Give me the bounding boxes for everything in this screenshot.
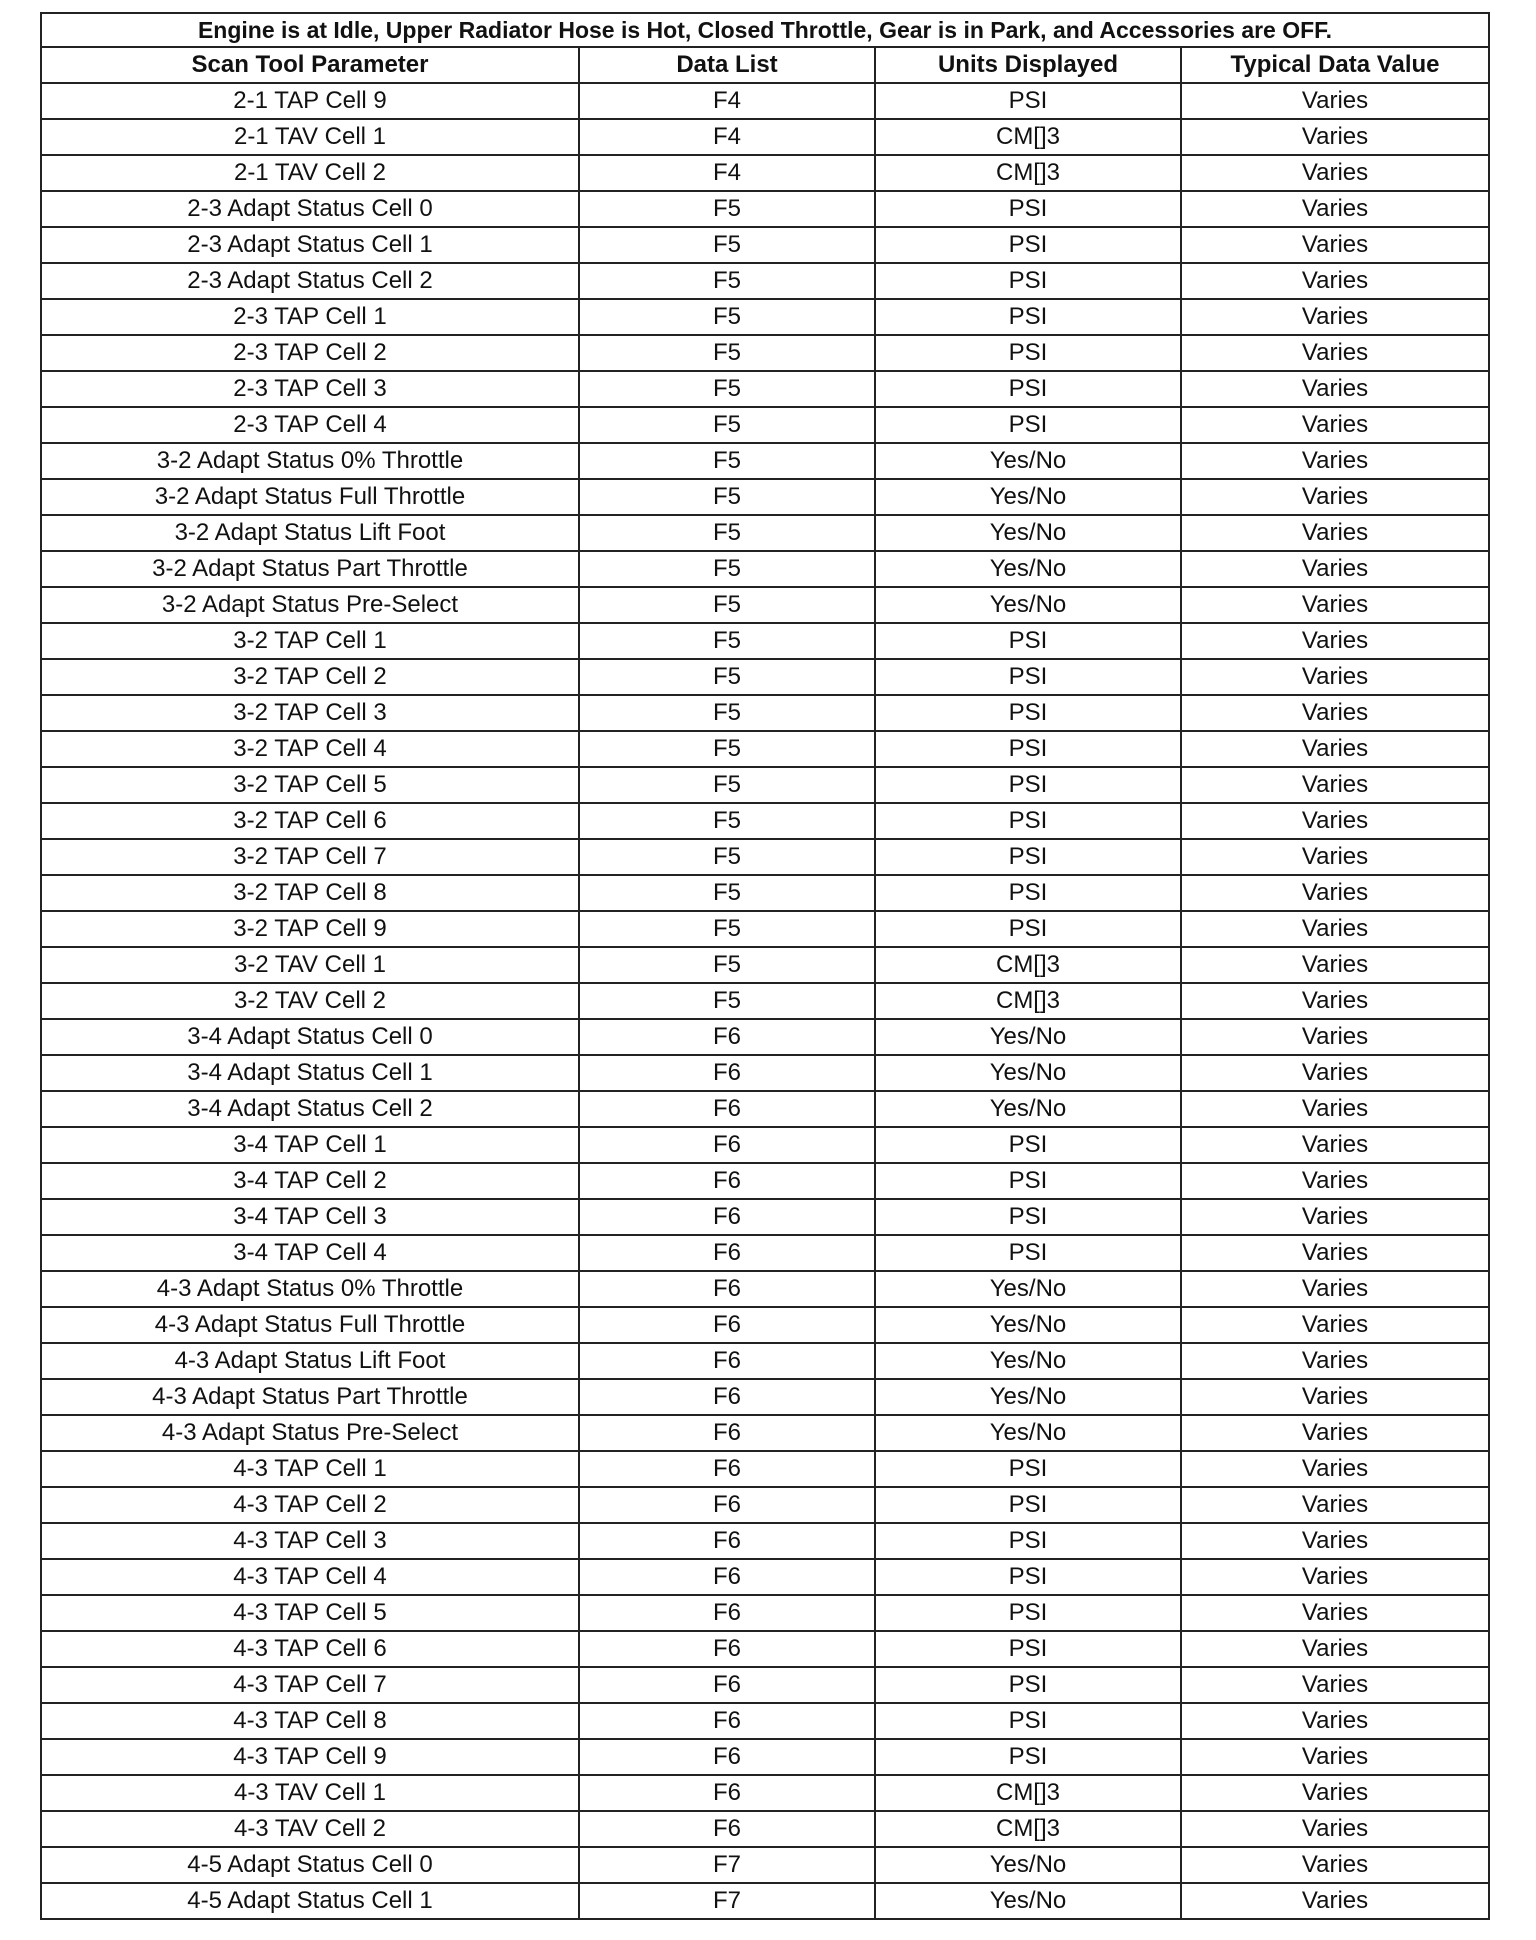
column-header-parameter: Scan Tool Parameter xyxy=(41,47,579,83)
table-row xyxy=(41,1487,1489,1523)
table-row xyxy=(41,1055,1489,1091)
data-list-cell: F4 xyxy=(579,119,875,155)
data-list-cell: F4 xyxy=(579,83,875,119)
parameter-cell: 2-3 TAP Cell 4 xyxy=(41,407,579,443)
typical-value-cell: Varies xyxy=(1181,1379,1489,1415)
typical-value-cell: Varies xyxy=(1181,947,1489,983)
column-header-row xyxy=(41,47,1489,83)
table-row xyxy=(41,1343,1489,1379)
table-row xyxy=(41,335,1489,371)
typical-value-cell: Varies xyxy=(1181,695,1489,731)
typical-value-cell: Varies xyxy=(1181,1667,1489,1703)
parameter-cell: 3-2 TAP Cell 1 xyxy=(41,623,579,659)
parameter-cell: 3-2 TAP Cell 4 xyxy=(41,731,579,767)
parameter-cell: 3-2 TAP Cell 5 xyxy=(41,767,579,803)
typical-value-cell: Varies xyxy=(1181,1847,1489,1883)
data-list-cell: F6 xyxy=(579,1415,875,1451)
data-list-cell: F6 xyxy=(579,1343,875,1379)
parameter-cell: 4-5 Adapt Status Cell 0 xyxy=(41,1847,579,1883)
units-cell: PSI xyxy=(875,1199,1181,1235)
parameter-cell: 2-1 TAV Cell 1 xyxy=(41,119,579,155)
data-list-cell: F5 xyxy=(579,191,875,227)
table-row xyxy=(41,515,1489,551)
typical-value-cell: Varies xyxy=(1181,875,1489,911)
data-list-cell: F6 xyxy=(579,1199,875,1235)
typical-value-cell: Varies xyxy=(1181,587,1489,623)
units-cell: Yes/No xyxy=(875,587,1181,623)
table-row xyxy=(41,1019,1489,1055)
parameter-cell: 3-4 Adapt Status Cell 2 xyxy=(41,1091,579,1127)
data-list-cell: F5 xyxy=(579,695,875,731)
units-cell: PSI xyxy=(875,839,1181,875)
table-row xyxy=(41,551,1489,587)
typical-value-cell: Varies xyxy=(1181,83,1489,119)
table-row xyxy=(41,1415,1489,1451)
parameter-cell: 3-2 Adapt Status 0% Throttle xyxy=(41,443,579,479)
units-cell: Yes/No xyxy=(875,1883,1181,1919)
parameter-cell: 4-3 Adapt Status Full Throttle xyxy=(41,1307,579,1343)
parameter-cell: 3-2 TAP Cell 6 xyxy=(41,803,579,839)
units-cell: PSI xyxy=(875,191,1181,227)
test-condition-heading: Engine is at Idle, Upper Radiator Hose is Hot, Closed Throttle, Gear is in Park, and Accessories are OFF. xyxy=(41,13,1489,47)
units-cell: PSI xyxy=(875,1523,1181,1559)
typical-value-cell: Varies xyxy=(1181,551,1489,587)
data-list-cell: F5 xyxy=(579,659,875,695)
condition-row xyxy=(41,13,1489,47)
data-list-cell: F5 xyxy=(579,335,875,371)
table-row xyxy=(41,983,1489,1019)
data-list-cell: F5 xyxy=(579,299,875,335)
parameter-cell: 3-2 TAV Cell 1 xyxy=(41,947,579,983)
units-cell: PSI xyxy=(875,335,1181,371)
table-row xyxy=(41,1595,1489,1631)
data-list-cell: F5 xyxy=(579,227,875,263)
table-body xyxy=(41,83,1489,1919)
typical-value-cell: Varies xyxy=(1181,299,1489,335)
table-row xyxy=(41,1847,1489,1883)
data-list-cell: F5 xyxy=(579,875,875,911)
units-cell: PSI xyxy=(875,1595,1181,1631)
units-cell: PSI xyxy=(875,1703,1181,1739)
parameter-cell: 3-2 TAP Cell 9 xyxy=(41,911,579,947)
typical-value-cell: Varies xyxy=(1181,1883,1489,1919)
data-list-cell: F6 xyxy=(579,1235,875,1271)
typical-value-cell: Varies xyxy=(1181,1343,1489,1379)
data-list-cell: F5 xyxy=(579,767,875,803)
units-cell: PSI xyxy=(875,659,1181,695)
data-list-cell: F6 xyxy=(579,1271,875,1307)
typical-value-cell: Varies xyxy=(1181,839,1489,875)
table-row xyxy=(41,1127,1489,1163)
table-row xyxy=(41,1559,1489,1595)
data-list-cell: F4 xyxy=(579,155,875,191)
data-list-cell: F5 xyxy=(579,479,875,515)
table-row xyxy=(41,155,1489,191)
parameter-cell: 2-3 Adapt Status Cell 0 xyxy=(41,191,579,227)
data-list-cell: F6 xyxy=(579,1739,875,1775)
table-row xyxy=(41,263,1489,299)
units-cell: PSI xyxy=(875,1667,1181,1703)
parameter-cell: 2-3 TAP Cell 2 xyxy=(41,335,579,371)
data-list-cell: F5 xyxy=(579,443,875,479)
units-cell: Yes/No xyxy=(875,1415,1181,1451)
data-list-cell: F5 xyxy=(579,371,875,407)
parameter-cell: 4-3 Adapt Status Part Throttle xyxy=(41,1379,579,1415)
units-cell: CM[]3 xyxy=(875,947,1181,983)
table-row xyxy=(41,839,1489,875)
units-cell: Yes/No xyxy=(875,443,1181,479)
data-list-cell: F6 xyxy=(579,1127,875,1163)
typical-value-cell: Varies xyxy=(1181,1271,1489,1307)
parameter-cell: 4-3 TAP Cell 6 xyxy=(41,1631,579,1667)
data-list-cell: F6 xyxy=(579,1631,875,1667)
typical-value-cell: Varies xyxy=(1181,1055,1489,1091)
units-cell: PSI xyxy=(875,911,1181,947)
table-row xyxy=(41,1451,1489,1487)
typical-value-cell: Varies xyxy=(1181,1307,1489,1343)
units-cell: Yes/No xyxy=(875,1019,1181,1055)
units-cell: PSI xyxy=(875,1451,1181,1487)
parameter-cell: 3-4 Adapt Status Cell 0 xyxy=(41,1019,579,1055)
table-row xyxy=(41,659,1489,695)
units-cell: PSI xyxy=(875,1631,1181,1667)
table-row xyxy=(41,803,1489,839)
units-cell: PSI xyxy=(875,875,1181,911)
units-cell: PSI xyxy=(875,1559,1181,1595)
typical-value-cell: Varies xyxy=(1181,1595,1489,1631)
typical-value-cell: Varies xyxy=(1181,1631,1489,1667)
parameter-cell: 2-1 TAP Cell 9 xyxy=(41,83,579,119)
data-list-cell: F5 xyxy=(579,803,875,839)
units-cell: Yes/No xyxy=(875,1343,1181,1379)
scan-tool-data-sheet xyxy=(40,12,1488,1920)
table-row xyxy=(41,695,1489,731)
parameter-cell: 2-3 Adapt Status Cell 1 xyxy=(41,227,579,263)
parameter-cell: 3-2 Adapt Status Pre-Select xyxy=(41,587,579,623)
units-cell: PSI xyxy=(875,1487,1181,1523)
table-row xyxy=(41,1379,1489,1415)
parameter-cell: 3-2 TAP Cell 3 xyxy=(41,695,579,731)
table-row xyxy=(41,1523,1489,1559)
table-row xyxy=(41,1163,1489,1199)
table-row xyxy=(41,1631,1489,1667)
units-cell: CM[]3 xyxy=(875,119,1181,155)
parameter-cell: 4-5 Adapt Status Cell 1 xyxy=(41,1883,579,1919)
parameter-cell: 3-4 TAP Cell 1 xyxy=(41,1127,579,1163)
typical-value-cell: Varies xyxy=(1181,191,1489,227)
parameter-cell: 4-3 Adapt Status Lift Foot xyxy=(41,1343,579,1379)
parameter-cell: 4-3 TAV Cell 2 xyxy=(41,1811,579,1847)
typical-value-cell: Varies xyxy=(1181,443,1489,479)
units-cell: CM[]3 xyxy=(875,1775,1181,1811)
data-list-cell: F7 xyxy=(579,1883,875,1919)
typical-value-cell: Varies xyxy=(1181,371,1489,407)
table-row xyxy=(41,407,1489,443)
typical-value-cell: Varies xyxy=(1181,515,1489,551)
typical-value-cell: Varies xyxy=(1181,1127,1489,1163)
table-row xyxy=(41,1199,1489,1235)
data-list-cell: F6 xyxy=(579,1451,875,1487)
column-header-units: Units Displayed xyxy=(875,47,1181,83)
table-row xyxy=(41,623,1489,659)
data-list-cell: F6 xyxy=(579,1163,875,1199)
parameter-cell: 2-3 TAP Cell 3 xyxy=(41,371,579,407)
units-cell: PSI xyxy=(875,623,1181,659)
typical-value-cell: Varies xyxy=(1181,731,1489,767)
parameter-cell: 3-2 Adapt Status Full Throttle xyxy=(41,479,579,515)
units-cell: PSI xyxy=(875,1163,1181,1199)
column-header-data-list: Data List xyxy=(579,47,875,83)
units-cell: PSI xyxy=(875,83,1181,119)
parameter-cell: 4-3 TAP Cell 9 xyxy=(41,1739,579,1775)
data-list-cell: F5 xyxy=(579,623,875,659)
typical-value-cell: Varies xyxy=(1181,479,1489,515)
typical-value-cell: Varies xyxy=(1181,119,1489,155)
table-row xyxy=(41,119,1489,155)
parameter-cell: 4-3 TAP Cell 5 xyxy=(41,1595,579,1631)
data-list-cell: F6 xyxy=(579,1523,875,1559)
table-row xyxy=(41,1271,1489,1307)
table-row xyxy=(41,1703,1489,1739)
parameter-cell: 3-4 TAP Cell 3 xyxy=(41,1199,579,1235)
parameter-cell: 4-3 Adapt Status 0% Throttle xyxy=(41,1271,579,1307)
typical-value-cell: Varies xyxy=(1181,1199,1489,1235)
data-list-cell: F5 xyxy=(579,407,875,443)
data-list-cell: F6 xyxy=(579,1487,875,1523)
units-cell: PSI xyxy=(875,803,1181,839)
units-cell: Yes/No xyxy=(875,551,1181,587)
parameter-cell: 4-3 TAV Cell 1 xyxy=(41,1775,579,1811)
typical-value-cell: Varies xyxy=(1181,1523,1489,1559)
data-list-cell: F6 xyxy=(579,1703,875,1739)
scan-tool-data-table xyxy=(40,12,1490,1920)
table-row xyxy=(41,1667,1489,1703)
parameter-cell: 4-3 TAP Cell 7 xyxy=(41,1667,579,1703)
table-row xyxy=(41,1091,1489,1127)
data-list-cell: F5 xyxy=(579,731,875,767)
units-cell: Yes/No xyxy=(875,1271,1181,1307)
data-list-cell: F5 xyxy=(579,911,875,947)
data-list-cell: F6 xyxy=(579,1379,875,1415)
table-row xyxy=(41,1739,1489,1775)
typical-value-cell: Varies xyxy=(1181,1451,1489,1487)
table-row xyxy=(41,1811,1489,1847)
table-row xyxy=(41,1775,1489,1811)
units-cell: PSI xyxy=(875,227,1181,263)
table-row xyxy=(41,191,1489,227)
typical-value-cell: Varies xyxy=(1181,1775,1489,1811)
data-list-cell: F6 xyxy=(579,1091,875,1127)
data-list-cell: F5 xyxy=(579,263,875,299)
parameter-cell: 3-2 Adapt Status Lift Foot xyxy=(41,515,579,551)
typical-value-cell: Varies xyxy=(1181,155,1489,191)
typical-value-cell: Varies xyxy=(1181,1415,1489,1451)
data-list-cell: F6 xyxy=(579,1775,875,1811)
units-cell: Yes/No xyxy=(875,1091,1181,1127)
typical-value-cell: Varies xyxy=(1181,911,1489,947)
data-list-cell: F5 xyxy=(579,839,875,875)
units-cell: CM[]3 xyxy=(875,155,1181,191)
table-row xyxy=(41,227,1489,263)
parameter-cell: 4-3 TAP Cell 4 xyxy=(41,1559,579,1595)
typical-value-cell: Varies xyxy=(1181,803,1489,839)
units-cell: PSI xyxy=(875,1127,1181,1163)
units-cell: Yes/No xyxy=(875,515,1181,551)
data-list-cell: F6 xyxy=(579,1019,875,1055)
data-list-cell: F6 xyxy=(579,1595,875,1631)
data-list-cell: F6 xyxy=(579,1559,875,1595)
typical-value-cell: Varies xyxy=(1181,1091,1489,1127)
data-list-cell: F6 xyxy=(579,1811,875,1847)
typical-value-cell: Varies xyxy=(1181,227,1489,263)
units-cell: CM[]3 xyxy=(875,1811,1181,1847)
units-cell: PSI xyxy=(875,299,1181,335)
typical-value-cell: Varies xyxy=(1181,1703,1489,1739)
table-row xyxy=(41,479,1489,515)
parameter-cell: 3-2 TAP Cell 2 xyxy=(41,659,579,695)
typical-value-cell: Varies xyxy=(1181,659,1489,695)
data-list-cell: F6 xyxy=(579,1055,875,1091)
data-list-cell: F5 xyxy=(579,587,875,623)
parameter-cell: 3-2 TAV Cell 2 xyxy=(41,983,579,1019)
table-row xyxy=(41,731,1489,767)
parameter-cell: 2-3 Adapt Status Cell 2 xyxy=(41,263,579,299)
typical-value-cell: Varies xyxy=(1181,1163,1489,1199)
units-cell: PSI xyxy=(875,1235,1181,1271)
typical-value-cell: Varies xyxy=(1181,1235,1489,1271)
typical-value-cell: Varies xyxy=(1181,1559,1489,1595)
table-row xyxy=(41,947,1489,983)
table-row xyxy=(41,83,1489,119)
parameter-cell: 3-4 Adapt Status Cell 1 xyxy=(41,1055,579,1091)
typical-value-cell: Varies xyxy=(1181,263,1489,299)
table-row xyxy=(41,875,1489,911)
parameter-cell: 4-3 TAP Cell 3 xyxy=(41,1523,579,1559)
parameter-cell: 3-4 TAP Cell 4 xyxy=(41,1235,579,1271)
data-list-cell: F5 xyxy=(579,551,875,587)
table-row xyxy=(41,1307,1489,1343)
units-cell: PSI xyxy=(875,767,1181,803)
units-cell: Yes/No xyxy=(875,1307,1181,1343)
typical-value-cell: Varies xyxy=(1181,1739,1489,1775)
table-row xyxy=(41,767,1489,803)
parameter-cell: 4-3 TAP Cell 1 xyxy=(41,1451,579,1487)
typical-value-cell: Varies xyxy=(1181,1487,1489,1523)
typical-value-cell: Varies xyxy=(1181,767,1489,803)
typical-value-cell: Varies xyxy=(1181,983,1489,1019)
parameter-cell: 3-2 Adapt Status Part Throttle xyxy=(41,551,579,587)
typical-value-cell: Varies xyxy=(1181,407,1489,443)
data-list-cell: F5 xyxy=(579,983,875,1019)
data-list-cell: F5 xyxy=(579,515,875,551)
typical-value-cell: Varies xyxy=(1181,335,1489,371)
parameter-cell: 3-2 TAP Cell 7 xyxy=(41,839,579,875)
table-row xyxy=(41,299,1489,335)
data-list-cell: F6 xyxy=(579,1667,875,1703)
parameter-cell: 4-3 TAP Cell 2 xyxy=(41,1487,579,1523)
units-cell: PSI xyxy=(875,731,1181,767)
typical-value-cell: Varies xyxy=(1181,623,1489,659)
table-row xyxy=(41,1883,1489,1919)
table-row xyxy=(41,587,1489,623)
parameter-cell: 4-3 Adapt Status Pre-Select xyxy=(41,1415,579,1451)
table-row xyxy=(41,911,1489,947)
units-cell: Yes/No xyxy=(875,1055,1181,1091)
data-list-cell: F7 xyxy=(579,1847,875,1883)
typical-value-cell: Varies xyxy=(1181,1019,1489,1055)
data-list-cell: F5 xyxy=(579,947,875,983)
units-cell: Yes/No xyxy=(875,1379,1181,1415)
table-row xyxy=(41,1235,1489,1271)
units-cell: Yes/No xyxy=(875,1847,1181,1883)
parameter-cell: 3-2 TAP Cell 8 xyxy=(41,875,579,911)
units-cell: CM[]3 xyxy=(875,983,1181,1019)
units-cell: PSI xyxy=(875,371,1181,407)
parameter-cell: 4-3 TAP Cell 8 xyxy=(41,1703,579,1739)
typical-value-cell: Varies xyxy=(1181,1811,1489,1847)
column-header-typical-value: Typical Data Value xyxy=(1181,47,1489,83)
parameter-cell: 2-1 TAV Cell 2 xyxy=(41,155,579,191)
table-row xyxy=(41,371,1489,407)
parameter-cell: 3-4 TAP Cell 2 xyxy=(41,1163,579,1199)
units-cell: PSI xyxy=(875,1739,1181,1775)
parameter-cell: 2-3 TAP Cell 1 xyxy=(41,299,579,335)
units-cell: Yes/No xyxy=(875,479,1181,515)
units-cell: PSI xyxy=(875,407,1181,443)
data-list-cell: F6 xyxy=(579,1307,875,1343)
units-cell: PSI xyxy=(875,263,1181,299)
table-row xyxy=(41,443,1489,479)
units-cell: PSI xyxy=(875,695,1181,731)
